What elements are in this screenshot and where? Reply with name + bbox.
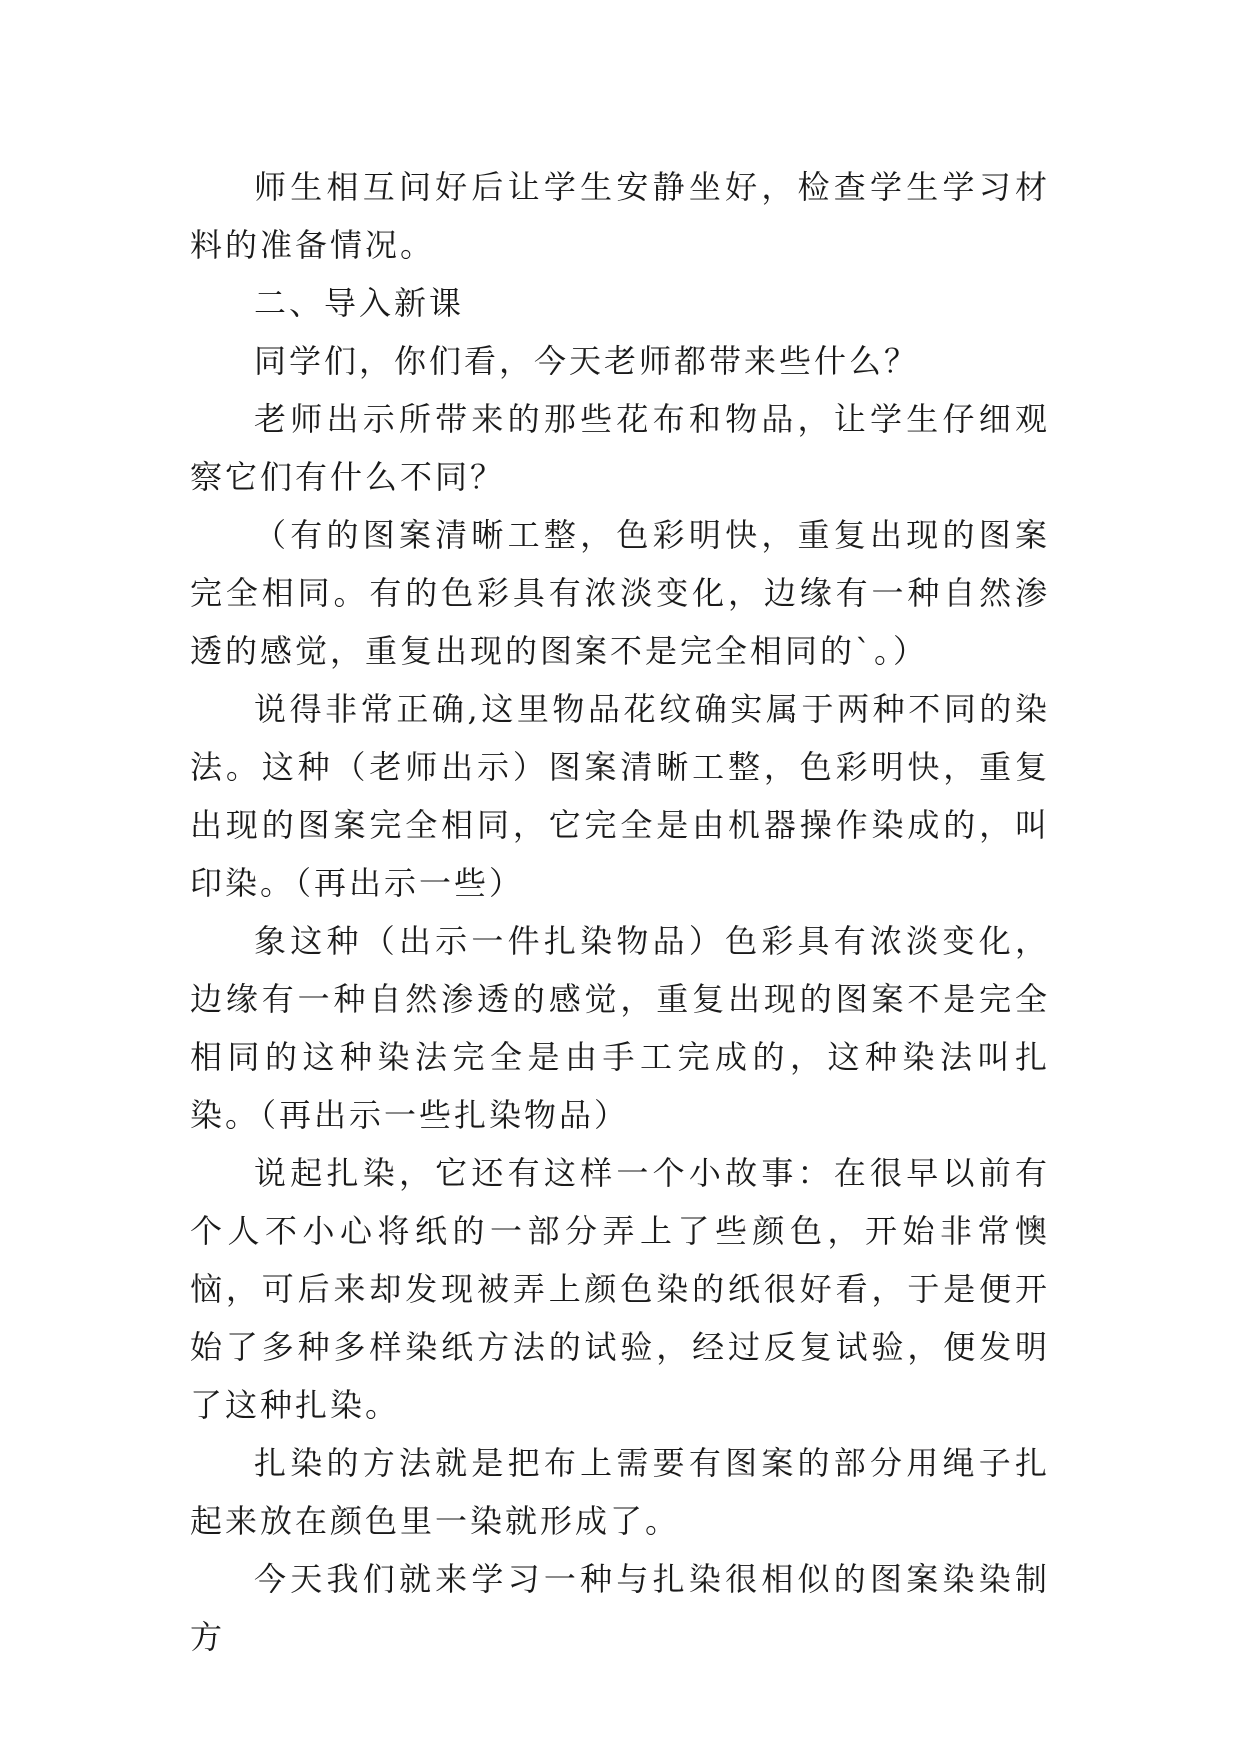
document-body <box>190 158 1050 1666</box>
paragraph: 说起扎染，它还有这样一个小故事：在很早以前有个人不小心将纸的一部分弄上了些颜色，开始非常懊恼，可后来却发现被弄上颜色染的纸很好看，于是便开始了多种多样染纸方法的试验，经过反复试验，便发明了这种扎染。 <box>190 1154 1050 1424</box>
section-heading: 二、导入新课 <box>254 284 465 322</box>
paragraph: 师生相互问好后让学生安静坐好，检查学生学习材料的准备情况。 <box>190 168 1050 264</box>
paragraph: 同学们，你们看，今天老师都带来些什么？ <box>254 342 920 380</box>
paragraph: 说得非常正确,这里物品花纹确实属于两种不同的染法。这种（老师出示）图案清晰工整，色彩明快，重复出现的图案完全相同，它完全是由机器操作染成的，叫印染。（再出示一些） <box>190 690 1050 902</box>
paragraph: 老师出示所带来的那些花布和物品，让学生仔细观察它们有什么不同？ <box>190 400 1050 496</box>
paragraph: 今天我们就来学习一种与扎染很相似的图案染染制方 <box>190 1560 1050 1656</box>
paragraph: 象这种（出示一件扎染物品）色彩具有浓淡变化，边缘有一种自然渗透的感觉，重复出现的图案不是完全相同的这种染法完全是由手工完成的，这种染法叫扎染。（再出示一些扎染物品） <box>190 922 1050 1134</box>
paragraph: 扎染的方法就是把布上需要有图案的部分用绳子扎起来放在颜色里一染就形成了。 <box>190 1444 1050 1540</box>
paragraph: （有的图案清晰工整，色彩明快，重复出现的图案完全相同。有的色彩具有浓淡变化，边缘有一种自然渗透的感觉，重复出现的图案不是完全相同的`。） <box>190 516 1050 670</box>
